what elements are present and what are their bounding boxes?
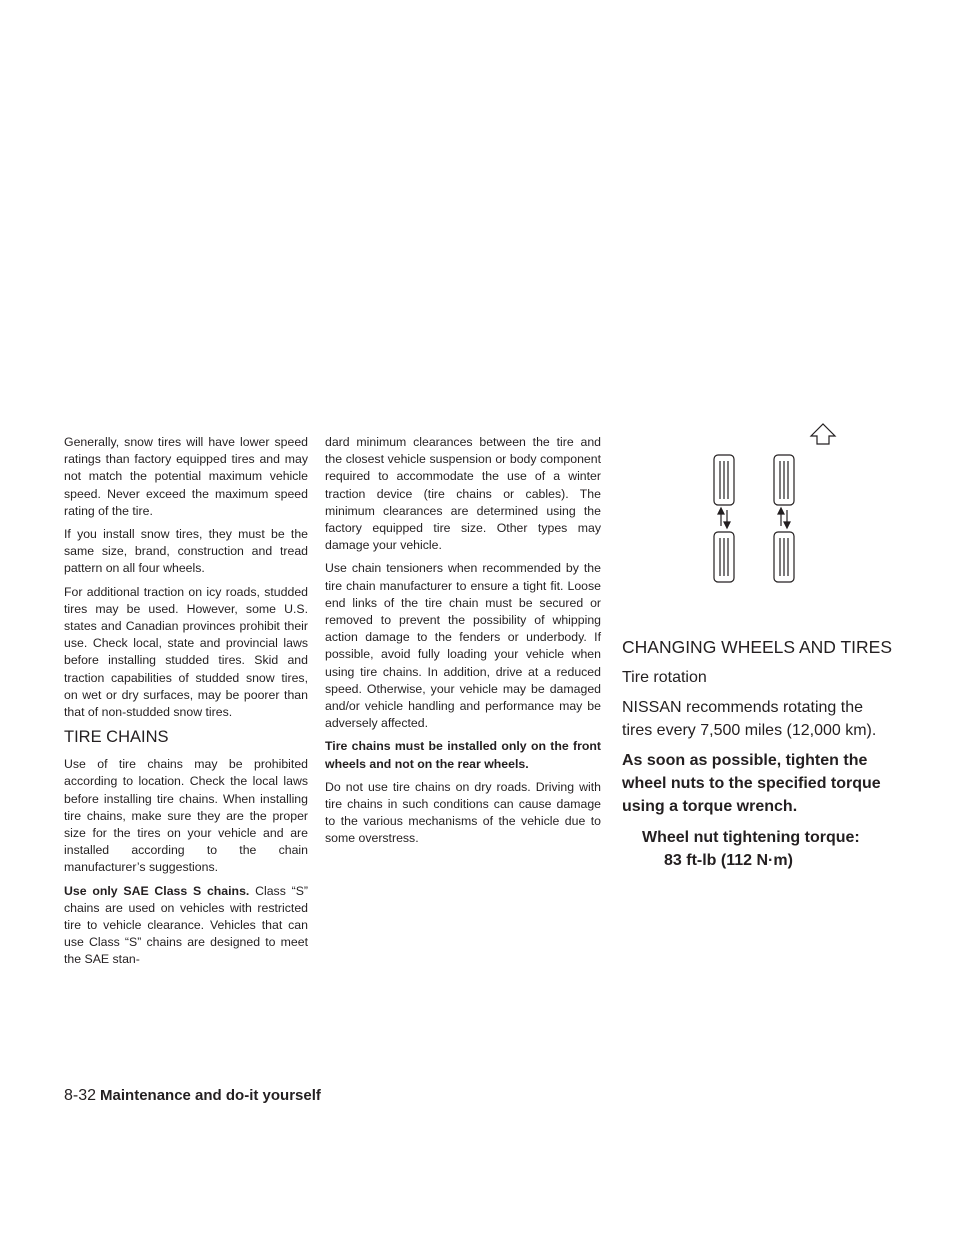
torque-label: Wheel nut tightening torque: xyxy=(642,829,860,846)
paragraph xyxy=(64,883,308,969)
warning-paragraph: As soon as possible, tighten the wheel nuts to the specified torque using a torque wrench. xyxy=(622,752,881,815)
page-footer xyxy=(64,1087,321,1105)
paragraph: Generally, snow tires will have lower speed ratings than factory equipped tires and may not match the potential maximum vehicle speed. Never exceed the maximum speed rating of the tire. xyxy=(64,435,308,518)
paragraph: If you install snow tires, they must be the same size, brand, construction and tread pattern on all four wheels. xyxy=(64,527,308,576)
tire-rear-right-icon xyxy=(774,532,794,582)
page-number: 8-32 xyxy=(64,1087,97,1104)
paragraph: NISSAN recommends rotating the tires every 7,500 miles (12,000 km). xyxy=(622,699,877,739)
front-direction-arrow-icon xyxy=(811,424,835,444)
torque-value: 83 ft-lb (112 N·m) xyxy=(664,852,793,869)
bold-lead: Use only SAE Class S chains. xyxy=(64,883,250,898)
tire-rear-left-icon xyxy=(714,532,734,582)
paragraph: For additional traction on icy roads, studded tires may be used. However, some U.S. states and Canadian provinces prohibit their use. Check local, state and provincial laws before installing studded tires. Skid and traction capabilities of studded snow tires, on wet or dry surfaces, may be poorer than that of non-studded snow tires. xyxy=(64,584,308,720)
column-2 xyxy=(325,434,601,854)
swap-arrows-left-icon xyxy=(718,508,730,528)
torque-spec xyxy=(642,826,897,872)
swap-arrows-right-icon xyxy=(778,508,790,528)
paragraph: Do not use tire chains on dry roads. Driving with tire chains in such conditions can cause damage to the various mechanisms of the vehicle due to some overstress. xyxy=(325,779,601,846)
paragraph: Use of tire chains may be prohibited according to location. Check the local laws before installing tire chains. When installing tire chains, make sure they are the proper size for the tires on your vehicle and are installed according to the chain manufacturer’s suggestions. xyxy=(64,757,308,875)
column-3 xyxy=(622,636,897,872)
paragraph-rest: Class “S” chains are used on vehicles with restricted tire to vehicle clearance. Vehicles that can use Class “S” chains are designed to meet the SAE stan- xyxy=(64,883,308,967)
tire-front-left-icon xyxy=(714,455,734,505)
paragraph: Use chain tensioners when recommended by the tire chain manufacturer to ensure a tight fit. Loose end links of the tire chain must be secured or removed to prevent the possibility of whipping action damage to the fenders or underbody. If possible, avoid fully loading your vehicle when using tire chains. In addition, drive at a reduced speed. Otherwise, your vehicle may be damaged and/or vehicle handling and performance may be adversely affected. xyxy=(325,561,601,731)
section-heading-tire-chains: TIRE CHAINS xyxy=(64,728,169,747)
warning-paragraph: Tire chains must be installed only on the front wheels and not on the rear wheels. xyxy=(325,739,601,771)
tire-rotation-diagram xyxy=(700,420,850,590)
tire-front-right-icon xyxy=(774,455,794,505)
column-1 xyxy=(64,434,308,975)
subheading-tire-rotation: Tire rotation xyxy=(622,669,707,686)
paragraph: dard minimum clearances between the tire and the closest vehicle suspension or body component required to accommodate the use of a winter traction device (tire chains or cables). The minimum clearances are determined using the factory equipped tire size. Other types may damage your vehicle. xyxy=(325,435,601,553)
section-heading-changing-wheels: CHANGING WHEELS AND TIRES xyxy=(622,637,893,657)
footer-title: Maintenance and do-it yourself xyxy=(100,1087,321,1104)
